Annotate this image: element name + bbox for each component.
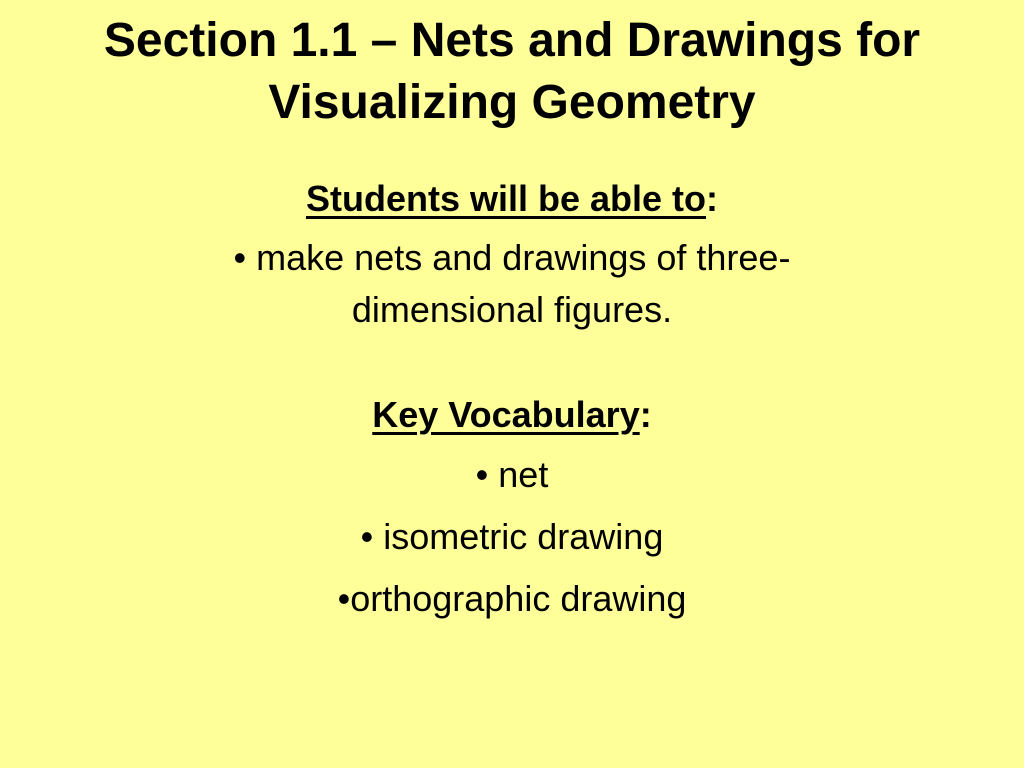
objectives-heading-text: Students will be able to — [305, 178, 707, 219]
slide-title-line-2: Visualizing Geometry — [268, 76, 756, 129]
objective-item — [0, 232, 1024, 336]
vocabulary-heading-colon: : — [639, 394, 652, 435]
vocabulary-heading-text: Key Vocabulary — [372, 394, 640, 435]
slide-title-line-1: Section 1.1 – Nets and Drawings for — [103, 14, 921, 67]
objectives-heading-colon: : — [706, 178, 719, 219]
objectives-heading — [0, 170, 1024, 228]
vocabulary-item-isometric-drawing: • isometric drawing — [360, 516, 664, 557]
spacer — [0, 336, 1024, 386]
slide-body — [0, 170, 1024, 630]
objective-line-1: • make nets and drawings of three- — [233, 237, 791, 278]
vocabulary-item-net: • net — [475, 454, 549, 495]
vocabulary-heading — [0, 386, 1024, 444]
objective-line-2: dimensional figures. — [351, 289, 673, 330]
vocabulary-item-orthographic-drawing: •orthographic drawing — [337, 578, 687, 619]
slide-title — [0, 10, 1024, 134]
